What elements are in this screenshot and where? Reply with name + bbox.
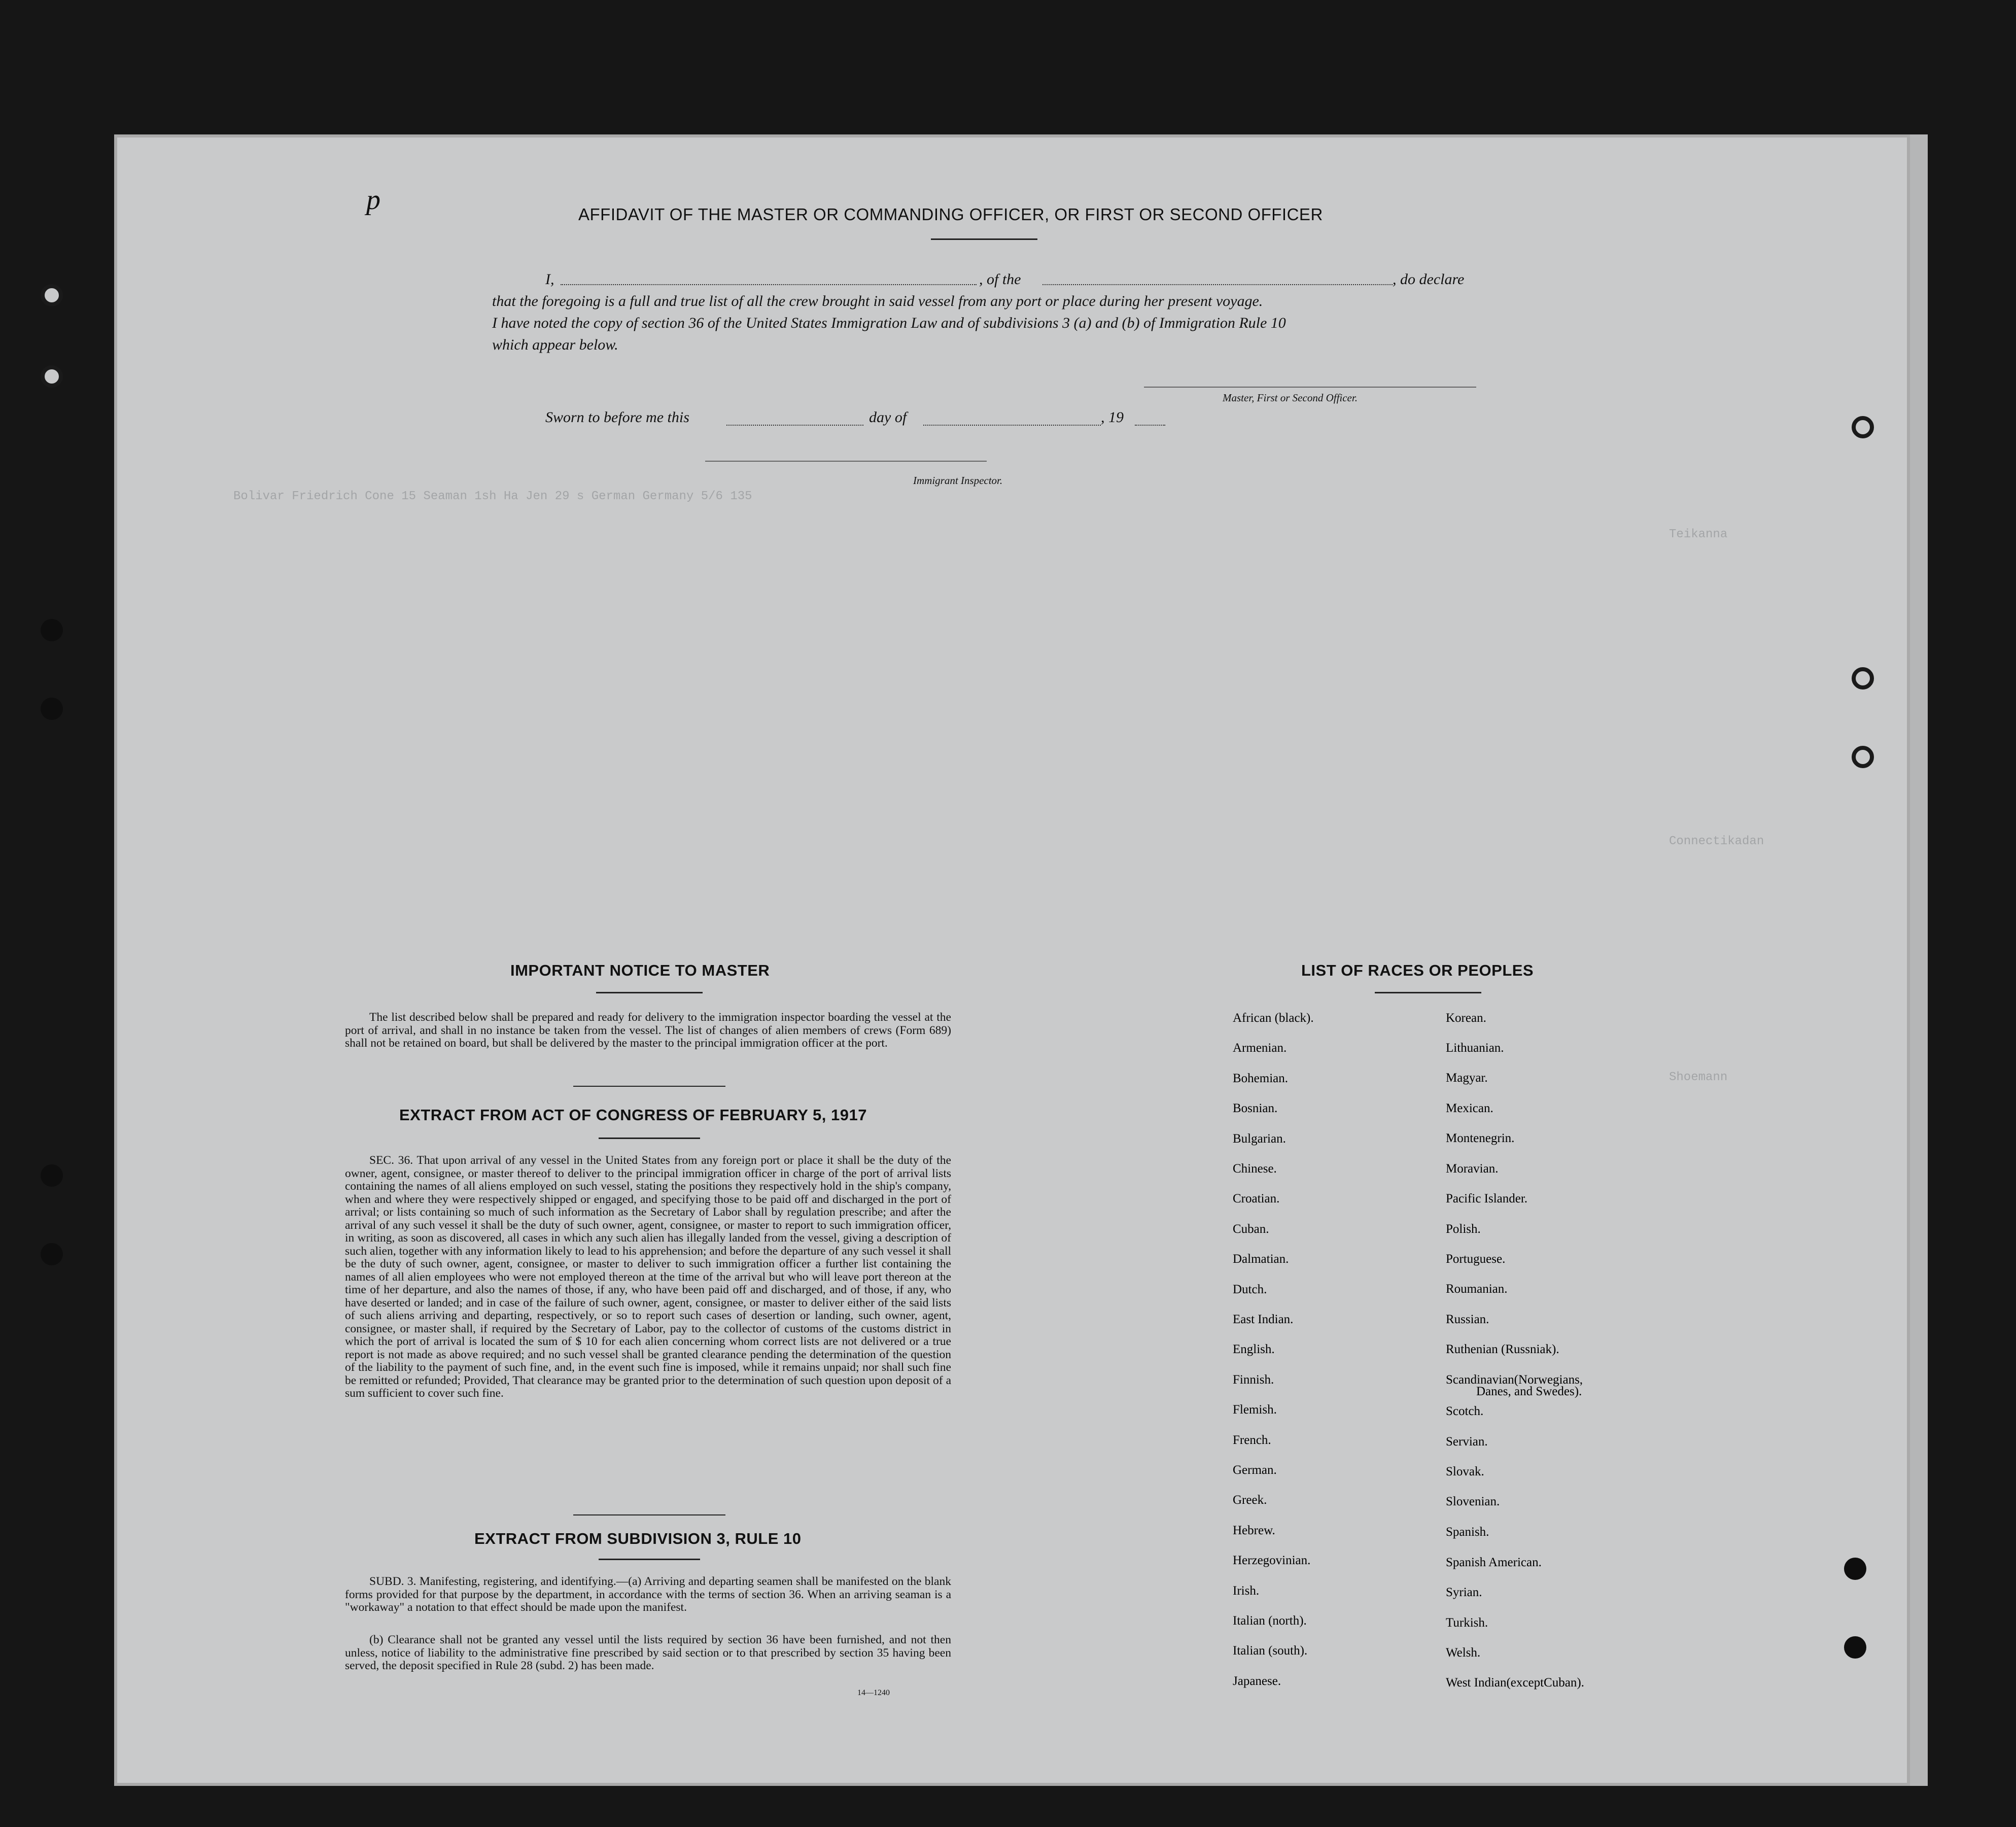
race-item: Croatian. [1233, 1192, 1280, 1206]
notice-underline [596, 992, 703, 993]
race-item: Ruthenian (Russniak). [1446, 1342, 1559, 1356]
race-item: Greek. [1233, 1493, 1267, 1507]
race-item: Portuguese. [1446, 1252, 1506, 1266]
page-edge [1910, 134, 1928, 1786]
race-item: Magyar. [1446, 1071, 1488, 1085]
affidavit-title: AFFIDAVIT OF THE MASTER OR COMMANDING OFFICER, OR FIRST OR SECOND OFFICER [578, 205, 1323, 224]
binder-hole-left [41, 619, 63, 641]
race-item: African (black). [1233, 1011, 1314, 1025]
notice-text: The list described below shall be prepared and ready for delivery to the immigration inspector boarding the vessel at the port of arrival, and shall in no instance be taken from the vessel. The list of changes of alien members of crews (Form 689) shall not be retained on board, but shall be delivered by the master to the principal immigration officer at the port. [345, 1011, 951, 1050]
race-item: Finnish. [1233, 1372, 1274, 1387]
race-item: Bulgarian. [1233, 1131, 1286, 1146]
race-item: Herzegovinian. [1233, 1554, 1311, 1568]
race-item: Scandinavian(Norwegians, [1446, 1373, 1583, 1387]
race-item: West Indian(exceptCuban). [1446, 1676, 1584, 1690]
act-text: SEC. 36. That upon arrival of any vessel in the United States from any foreign port or place it shall be the duty of the owner, agent, consignee, or master thereof to deliver to the principal immigration officer in charge of the port of arrival lists containing the names of all aliens employed on such vessel, stating the positions they respectively hold in the ship's company, when and where they were respectively shipped or engaged, and specifying those to be paid off and discharged in the port of arrival; or lists containing so much of such information as the Secretary of Labor shall by regulation prescribe; and after the arrival of any such vessel it shall be the duty of such owner, agent, consignee, or master to report to such immigration officer, in writing, as soon as discovered, all cases in which any such alien has illegally landed from the vessel, giving a description of such alien, together with any information likely to lead to his apprehension; and before the departure of any such vessel it shall be the duty of such owner, agent, consignee, or master to deliver to such immigration officer a further list containing the names of all alien employees who were not employed thereon at the time of the arrival but who will leave port thereon at the time of her departure, and also the names of those, if any, who have been paid off and discharged, and of those, if any, who have deserted or landed; and in case of the failure of such owner, agent, consignee, or master to deliver either of the said lists of such aliens arriving and departing, respectively, or so to report such cases of desertion or landing, such owner, agent, consignee, or master shall, if required by the Secretary of Labor, pay to the collector of customs of the customs district in which the port of arrival is located the sum of $ 10 for each alien concerning whom correct lists are not delivered or a true report is not made as above required; and no such vessel shall be granted clearance pending the determination of the question of the liability to the payment of such fine, and, in the event such fine is imposed, while it remains unpaid; nor shall such fine be remitted or refunded; Provided, That clearance may be granted prior to the determination of such question upon deposit of a sum sufficient to cover such fine. [345, 1154, 951, 1400]
rule-underline [599, 1559, 700, 1560]
name-field[interactable] [561, 284, 977, 285]
race-item: Korean. [1446, 1011, 1486, 1025]
affidavit-line-4: which appear below. [492, 336, 618, 353]
race-item: Irish. [1233, 1583, 1260, 1598]
race-item: Montenegrin. [1446, 1131, 1515, 1145]
act-divider [573, 1514, 725, 1515]
declarant-label: I, [545, 271, 554, 288]
race-item: Italian (north). [1233, 1614, 1307, 1628]
race-item: Moravian. [1446, 1162, 1499, 1176]
declare-label: , do declare [1393, 271, 1465, 288]
affidavit-line-2: that the foregoing is a full and true list of all the crew brought in said vessel from any port or place during her present voyage. [492, 293, 1263, 309]
race-item: Bosnian. [1233, 1101, 1278, 1116]
sworn-label: Sworn to before me this [545, 409, 689, 426]
race-item: Spanish American. [1446, 1556, 1542, 1569]
rule-para-a: SUBD. 3. Manifesting, registering, and identifying.—(a) Arriving and departing seamen shall be manifested on the blank forms provided for that purpose by the department, in accordance with the terms of section 36. When an arriving seaman is a "workaway" a notation to that effect should be made upon the manifest. [345, 1575, 951, 1614]
manifest-page [114, 134, 1910, 1786]
race-item: Polish. [1446, 1222, 1481, 1236]
races-underline [1375, 992, 1481, 993]
race-item: Japanese. [1233, 1674, 1281, 1688]
race-item: Pacific Islander. [1446, 1192, 1528, 1205]
races-heading: LIST OF RACES OR PEOPLES [1301, 961, 1534, 979]
race-item: Dutch. [1233, 1282, 1267, 1296]
race-item: English. [1233, 1342, 1275, 1357]
race-item: Lithuanian. [1446, 1041, 1504, 1055]
binder-hole-right [1844, 1558, 1866, 1580]
race-item: Roumanian. [1446, 1282, 1508, 1296]
form-number: 14—1240 [857, 1688, 890, 1697]
master-signature-field[interactable] [1144, 387, 1476, 388]
master-signature-label: Master, First or Second Officer. [1223, 392, 1358, 404]
race-item: Spanish. [1446, 1525, 1489, 1539]
race-item: Dalmatian. [1233, 1252, 1289, 1266]
race-item: Slovak. [1446, 1465, 1484, 1478]
sworn-year-field[interactable] [1135, 425, 1165, 426]
race-item: Italian (south). [1233, 1644, 1308, 1658]
day-of-label: day of [869, 409, 907, 426]
affidavit-line-1 [545, 269, 554, 290]
binder-hole-left [41, 698, 63, 720]
race-item: Chinese. [1233, 1162, 1277, 1176]
bleed-through-row: Connectikadan [1669, 835, 1764, 848]
race-item: German. [1233, 1463, 1277, 1477]
race-item: Welsh. [1446, 1646, 1481, 1660]
race-item: Cuban. [1233, 1222, 1269, 1236]
bleed-through-row: Shoemann [1669, 1071, 1728, 1084]
act-underline [599, 1137, 700, 1139]
rule-heading: EXTRACT FROM SUBDIVISION 3, RULE 10 [474, 1530, 802, 1547]
binder-hole-right [1852, 667, 1874, 690]
race-item: Mexican. [1446, 1101, 1493, 1115]
binder-hole-left [41, 365, 63, 388]
binder-hole-left [41, 1164, 63, 1187]
race-item: Danes, and Swedes). [1476, 1385, 1582, 1398]
binder-hole-right [1852, 416, 1874, 438]
race-item: Scotch. [1446, 1404, 1484, 1418]
year-label: , 19 [1101, 409, 1124, 426]
bleed-through-row: Teikanna [1669, 528, 1728, 541]
race-item: Russian. [1446, 1313, 1489, 1326]
binder-hole-left [41, 1243, 63, 1265]
inspector-signature-field[interactable] [705, 461, 987, 462]
race-item: Turkish. [1446, 1616, 1488, 1630]
race-item: Hebrew. [1233, 1523, 1275, 1537]
race-item: Slovenian. [1446, 1495, 1500, 1508]
race-item: Servian. [1446, 1435, 1488, 1449]
binder-hole-right [1852, 746, 1874, 768]
binder-hole-right [1844, 1636, 1866, 1659]
act-heading: EXTRACT FROM ACT OF CONGRESS OF FEBRUARY 5, 1917 [399, 1106, 867, 1124]
of-label: , of the [979, 271, 1021, 288]
sworn-month-field[interactable] [923, 425, 1101, 426]
binder-hole-left [41, 284, 63, 306]
title-underline [931, 238, 1037, 240]
rule-para-b: (b) Clearance shall not be granted any vessel until the lists required by section 36 have been furnished, and not then unless, notice of liability to the administrative fine prescribed by said section or to that prescribed by section 35 having been served, the deposit specified in Rule 28 (subd. 2) has been made. [345, 1633, 951, 1672]
inspector-signature-label: Immigrant Inspector. [913, 474, 1003, 487]
race-item: East Indian. [1233, 1313, 1294, 1326]
bleed-through-row: Bolivar Friedrich Cone 15 Seaman 1sh Ha Jen 29 s German Germany 5/6 135 [233, 490, 752, 503]
vessel-field[interactable] [1042, 284, 1393, 285]
race-item: Syrian. [1446, 1585, 1482, 1599]
race-item: Armenian. [1233, 1041, 1287, 1055]
race-item: French. [1233, 1433, 1271, 1447]
affidavit-line-3: I have noted the copy of section 36 of the United States Immigration Law and of subdivisions 3 (a) and (b) of Immigration Rule 10 [492, 315, 1286, 331]
notice-divider [573, 1086, 725, 1087]
sworn-day-field[interactable] [726, 425, 863, 426]
race-item: Bohemian. [1233, 1071, 1289, 1085]
race-item: Flemish. [1233, 1403, 1277, 1417]
corner-mark: p [366, 184, 380, 216]
notice-heading: IMPORTANT NOTICE TO MASTER [510, 961, 770, 979]
